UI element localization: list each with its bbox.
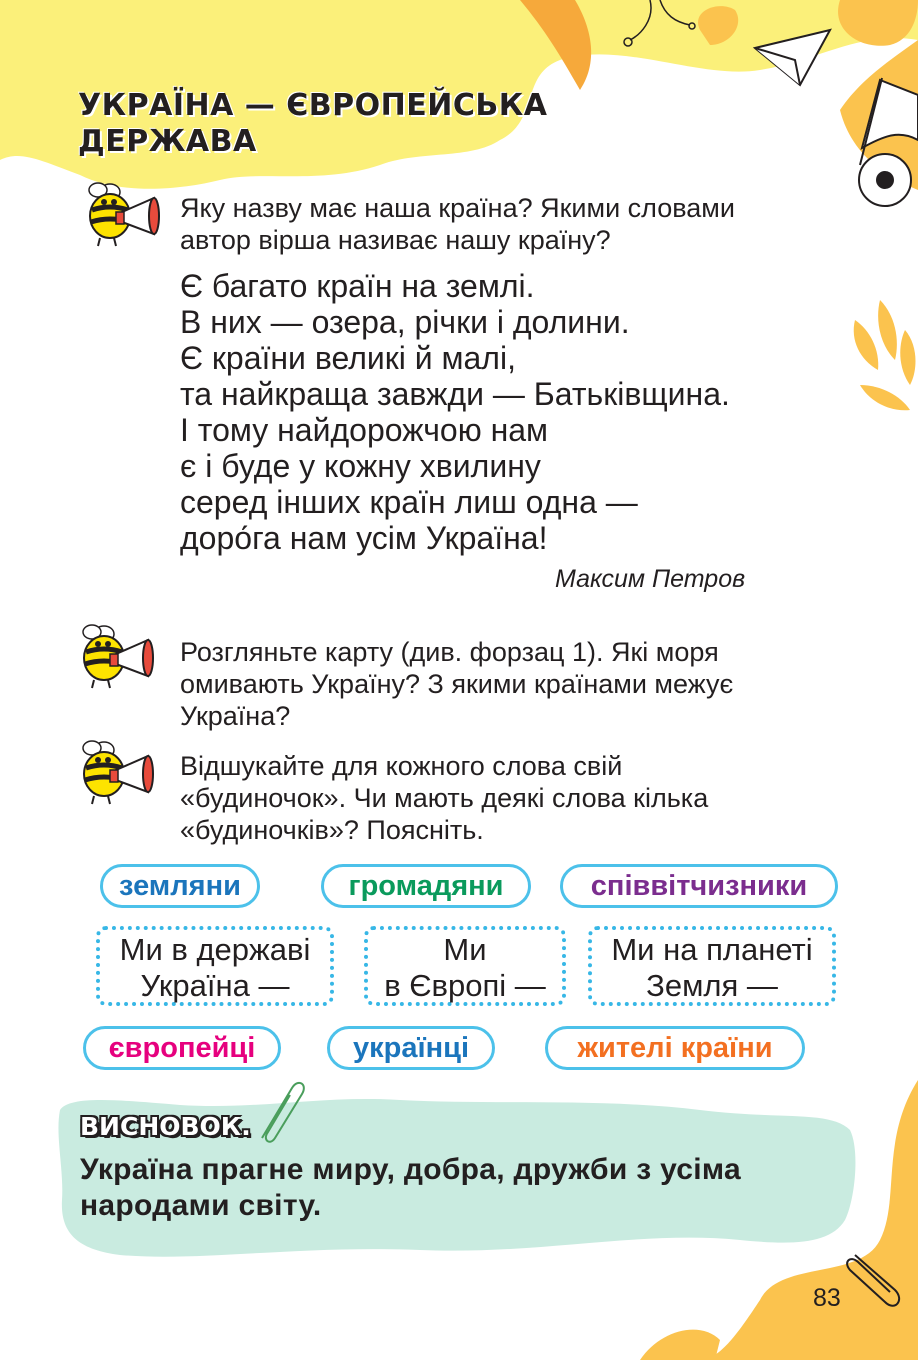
bee-megaphone-icon [74,620,156,690]
task-line: автор вірша називає нашу країну? [180,225,611,255]
title-line-1: УКРАЇНА — ЄВРОПЕЙСЬКА [78,88,548,123]
poem-line: В них — озера, річки і долини. [180,304,630,340]
task-line: Відшукайте для кожного слова свій [180,751,623,781]
house-line: Ми на планеті [611,932,813,967]
poem-author: Максим Петров [555,565,746,593]
poem-line: є і буде у кожну хвилину [180,448,541,484]
task-line: «будиночок». Чи мають деякі слова кілька [180,783,709,813]
poem-line: І тому найдорожчою нам [180,412,549,448]
house-ukraine[interactable] [96,926,334,1006]
task-2-text [180,636,733,732]
bee-megaphone-icon [74,736,156,806]
page-title [78,88,547,160]
word-card-zemliany[interactable]: земляни [100,864,260,908]
task-1-text [180,192,735,256]
poem-line: Є країни великі й малі, [180,340,516,376]
bee-megaphone-icon [80,178,162,248]
conclusion-line: Україна прагне миру, добра, дружби з усіма [80,1153,742,1186]
conclusion-text [80,1152,850,1224]
poem-line: Є багато країн на землі. [180,268,535,304]
poem-line: доро́га нам усім Україна! [180,520,548,556]
word-card-spivvitchyznyky[interactable]: співвітчизники [560,864,838,908]
task-line: омивають Україну? З якими країнами межує [180,669,734,699]
house-line: Земля — [646,968,778,1003]
task-line: Розгляньте карту (див. форзац 1). Які моря [180,637,719,667]
word-card-yevropeitsi[interactable]: європейці [83,1026,281,1070]
task-line: Україна? [180,701,291,731]
poem-line: серед інших країн лиш одна — [180,484,638,520]
house-line: Україна — [140,968,290,1003]
task-line: Яку назву має наша країна? Якими словами [180,193,735,223]
word-card-ukraintsi[interactable]: українці [327,1026,495,1070]
word-card-zhyteli-krainy[interactable]: жителі країни [545,1026,805,1070]
conclusion-label: ВИСНОВОК. [80,1112,251,1141]
poppy-icon [859,154,911,206]
house-europe[interactable] [364,926,566,1006]
house-line: Ми в державі [119,932,311,967]
poem [180,268,730,556]
house-line: Ми [443,932,487,967]
house-earth[interactable] [588,926,836,1006]
orange-leaves-right [854,300,916,410]
task-3-text [180,750,708,846]
task-line: «будиночків»? Поясніть. [180,815,484,845]
page-number: 83 [813,1284,841,1312]
house-line: в Європі — [384,968,546,1003]
title-line-2: ДЕРЖАВА [78,124,257,159]
word-card-hromadiany[interactable]: громадяни [321,864,531,908]
conclusion-line: народами світу. [80,1189,322,1222]
poem-line: та найкраща завжди — Батьківщина. [180,376,730,412]
